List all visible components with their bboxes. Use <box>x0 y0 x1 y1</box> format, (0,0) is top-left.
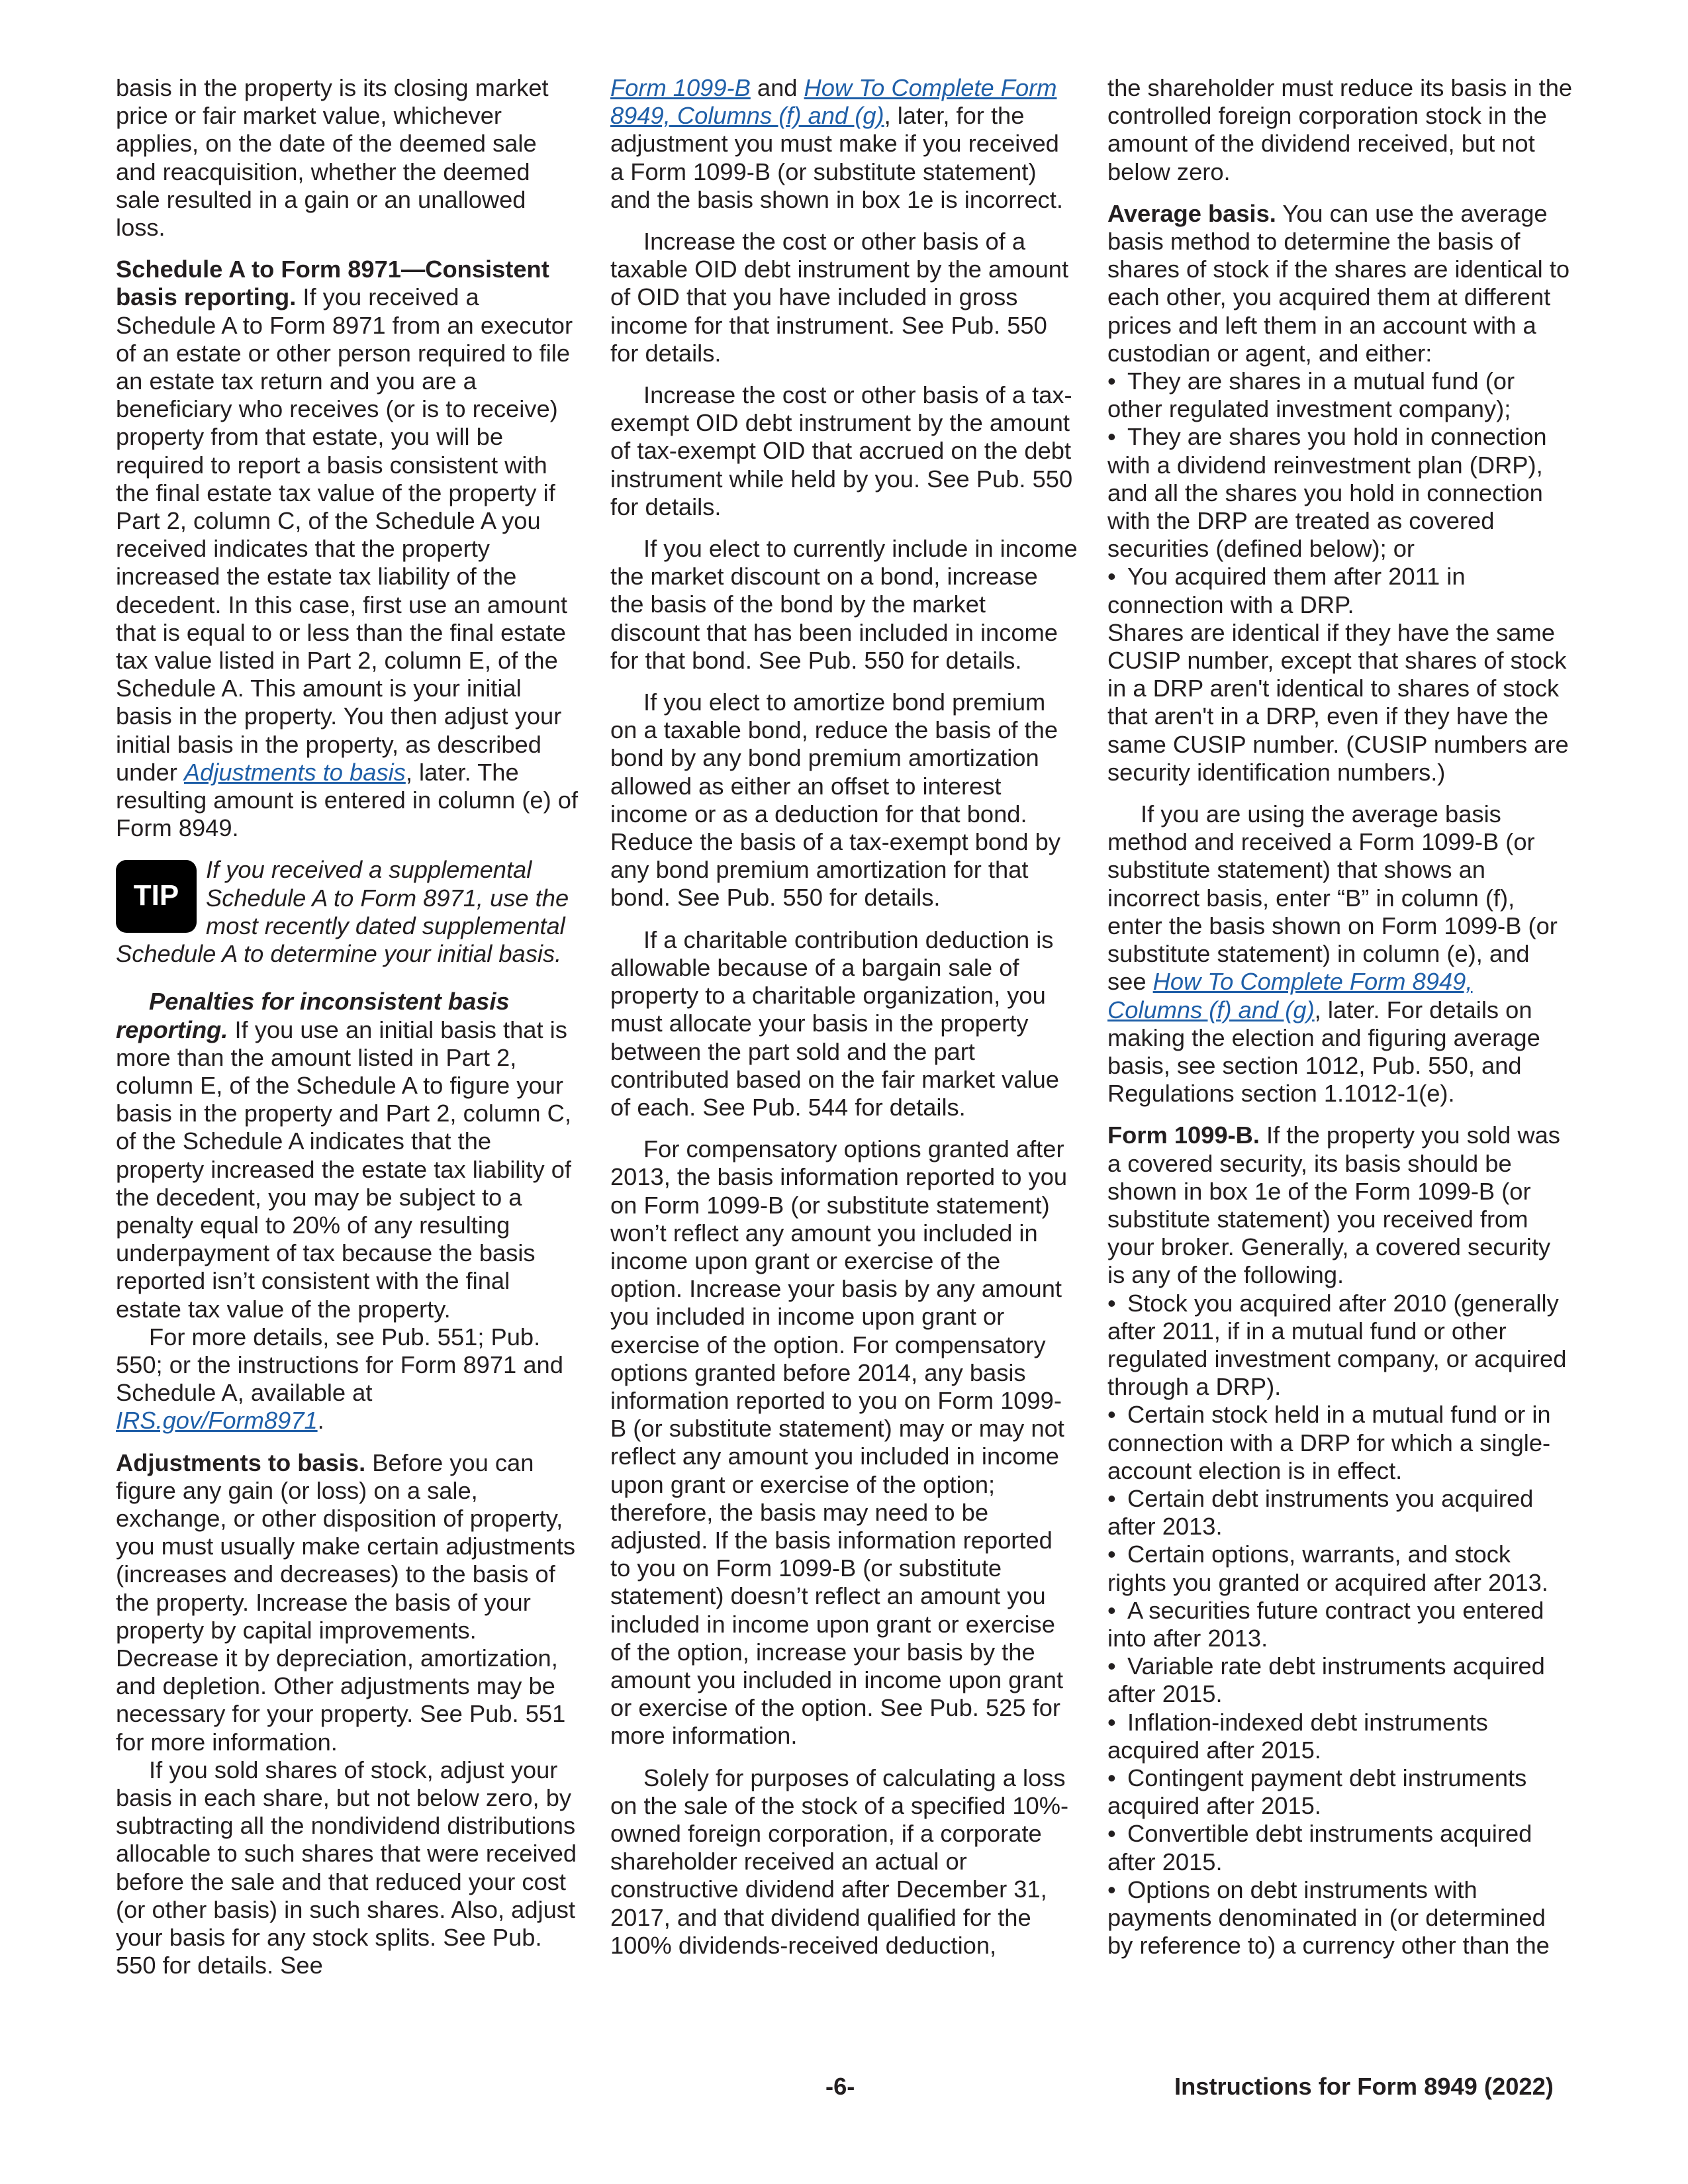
bullet-icon: • <box>1107 1652 1116 1680</box>
bullet-icon: • <box>1107 1541 1116 1568</box>
tip-box <box>116 856 579 968</box>
footer-title: Instructions for Form 8949 (2022) <box>1174 2073 1554 2100</box>
paragraph-more-details: For more details, see Pub. 551; Pub. 550; or the instructions for Form 8971 and Schedule A, available at IRS.gov/Form8971. <box>116 1323 563 1435</box>
bullet-icon: • <box>1107 1596 1116 1624</box>
paragraph-shareholder: the shareholder must reduce its basis in the controlled foreign corporation stock in the amount of the dividend received, but not below zero. <box>1107 74 1573 185</box>
link-form-1099b[interactable]: Form 1099-B <box>610 74 751 101</box>
paragraph-bond-premium: If you elect to amortize bond premium on a taxable bond, reduce the basis of the bond by any bond premium amortization allowed as either an offset to interest income or as a deduction for that bond. Reduce the basis of a tax-exempt bond by any bond premium amortization for that bond. See Pub. 550 for details. <box>610 688 1060 912</box>
list-item: • Certain debt instruments you acquired after 2013. <box>1107 1484 1534 1541</box>
heading-penalties: Penalties for inconsistent basis reporting. <box>116 988 510 1043</box>
paragraph-average-basis: Average basis. You can use the average basis method to determine the basis of shares of stock if the shares are identical to each other, you acquired them at different prices and left them in an account with a custodian or agent, and either: <box>1107 199 1570 367</box>
list-item: • Stock you acquired after 2010 (generally after 2011, if in a mutual fund or other regulated investment company, or acquired through a DRP). <box>1107 1289 1567 1401</box>
list-item: • They are shares you hold in connection with a dividend reinvestment plan (DRP), and all the shares you hold in connection with the DRP are treated as covered securities (defined below); or <box>1107 423 1547 563</box>
list-item: • Certain stock held in a mutual fund or in connection with a DRP for which a single-account election is in effect. <box>1107 1401 1551 1484</box>
column-3 <box>1107 74 1573 1960</box>
link-how-to-complete-2[interactable]: How To Complete Form 8949, Columns (f) and (g) <box>1107 968 1473 1023</box>
page-number: -6- <box>825 2073 855 2100</box>
paragraph-compensatory-options: For compensatory options granted after 2013, the basis information reported to you on Form 1099-B (or substitute statement) won’t reflect any amount you included in income upon grant or exercise of the option. Increase your basis by any amount you included in income upon grant or exercise of the option. For compensatory options granted before 2014, any basis information reported to you on Form 1099-B (or substitute statement) may or may not reflect any amount you included in income upon grant or exercise of the option; therefore, the basis may need to be adjusted. If the basis information reported to you on Form 1099-B (or substitute statement) doesn’t reflect an amount you included in income upon grant or exercise of the option, increase your basis by the amount you included in income upon grant or exercise of the option. See Pub. 525 for more information. <box>610 1135 1068 1750</box>
tip-icon: TIP <box>116 860 197 933</box>
heading-average-basis: Average basis. <box>1107 199 1276 227</box>
bullet-icon: • <box>1107 1708 1116 1736</box>
list-item: • Certain options, warrants, and stock rights you granted or acquired after 2013. <box>1107 1541 1548 1596</box>
bullet-icon: • <box>1107 1484 1116 1512</box>
paragraph-taxable-oid: Increase the cost or other basis of a taxable OID debt instrument by the amount of OID that you have included in gross income for that instrument. See Pub. 550 for details. <box>610 228 1069 367</box>
bullet-icon: • <box>1107 423 1116 451</box>
link-adjustments-to-basis[interactable]: Adjustments to basis <box>183 758 406 786</box>
heading-adjustments: Adjustments to basis. <box>116 1448 366 1476</box>
paragraph-form-1099b: Form 1099-B. If the property you sold was a covered security, its basis should be shown in box 1e of the Form 1099-B (or substitute statement) you received from your broker. Generally, a covered security is any of the following. <box>1107 1121 1560 1289</box>
tip-text: If you received a supplemental Schedule A to Form 8971, use the most recently dated supplemental Schedule A to determine your initial basis. <box>116 856 569 968</box>
paragraph-charitable: If a charitable contribution deduction is allowable because of a bargain sale of property to a charitable organization, you must allocate your basis in the property between the part sold and the part contributed based on the fair market value of each. See Pub. 544 for details. <box>610 926 1059 1121</box>
list-item: • Convertible debt instruments acquired after 2015. <box>1107 1820 1532 1875</box>
bullet-icon: • <box>1107 1875 1116 1903</box>
bullet-icon: • <box>1107 1820 1116 1848</box>
heading-schedule-a: Schedule A to Form 8971—Consistent basis reporting. <box>116 256 549 311</box>
paragraph-form1099b-ref: Form 1099-B and How To Complete Form 8949, Columns (f) and (g), later, for the adjustment you must make if you received a Form 1099-B (or substitute statement) and the basis shown in box 1e is incorrect. <box>610 74 1063 213</box>
bullet-icon: • <box>1107 367 1116 395</box>
list-item: • A securities future contract you entered into after 2013. <box>1107 1596 1544 1652</box>
paragraph-foreign-corporation: Solely for purposes of calculating a loss on the sale of the stock of a specified 10%-owned foreign corporation, if a corporate shareholder received an actual or constructive dividend after December 31, 2017, and that dividend qualified for the 100% dividends-received deduction, <box>610 1764 1069 1959</box>
paragraph-deemed-sale: basis in the property is its closing market price or fair market value, whichever applies, on the date of the deemed sale and reacquisition, whether the deemed sale resulted in a gain or an unallowed loss. <box>116 74 549 242</box>
list-item: • Options on debt instruments with payments denominated in (or determined by reference to) a currency other than the <box>1107 1875 1550 1960</box>
bullet-icon: • <box>1107 1764 1116 1791</box>
paragraph-tax-exempt-oid: Increase the cost or other basis of a tax-exempt OID debt instrument by the amount of tax-exempt OID that accrued on the debt instrument while held by you. See Pub. 550 for details. <box>610 381 1073 520</box>
paragraph-using-average: If you are using the average basis method and received a Form 1099-B (or substitute statement) that shows an incorrect basis, enter “B” in column (f), enter the basis shown on Form 1099-B (or substitute statement) in column (e), and see How To Complete Form 8949, Columns (f) and (g), later. For details on making the election and figuring average basis, see section 1012, Pub. 550, and Regulations section 1.1012-1(e). <box>1107 800 1558 1108</box>
bullet-icon: • <box>1107 1289 1116 1317</box>
paragraph-schedule-a: Schedule A to Form 8971—Consistent basis reporting. If you received a Schedule A to Form 8971 from an executor of an estate or other person required to file an estate tax return and you are a beneficiary who receives (or is to receive) property from that estate, you will be required to report a basis consistent with the final estate tax value of the property if Part 2, column C, of the Schedule A you received indicates that the property increased the estate tax liability of the decedent. In this case, first use an amount that is equal to or less than the final estate tax value listed in Part 2, column E, of the Schedule A. This amount is your initial basis in the property. You then adjust your initial basis in the property, as described under Adjustments to basis, later. The resulting amount is entered in column (e) of Form 8949. <box>116 256 579 842</box>
paragraph-penalties: Penalties for inconsistent basis reporting. If you use an initial basis that is more than the amount listed in Part 2, column E, of the Schedule A to figure your basis in the property and Part 2, column C, of the Schedule A indicates that the property increased the estate tax liability of the decedent, you may be subject to a penalty equal to 20% of any resulting underpayment of tax because the basis reported isn’t consistent with the final estate tax value of the property. <box>116 988 571 1323</box>
column-1 <box>116 74 579 1993</box>
link-how-to-complete[interactable]: How To Complete Form 8949, Columns (f) and (g) <box>610 74 1057 130</box>
bullet-icon: • <box>1107 563 1116 591</box>
paragraph-identical: Shares are identical if they have the same CUSIP number, except that shares of stock in a DRP aren't identical to shares of stock that aren't in a DRP, even if they have the same CUSIP number. (CUSIP numbers are security identification numbers.) <box>1107 618 1569 786</box>
column-2 <box>610 74 1078 1973</box>
list-item: • You acquired them after 2011 in connection with a DRP. <box>1107 563 1466 618</box>
list-item: • Contingent payment debt instruments acquired after 2015. <box>1107 1764 1527 1820</box>
paragraph-adjustments: Adjustments to basis. Before you can figure any gain (or loss) on a sale, exchange, or other disposition of property, you must usually make certain adjustments (increases and decreases) to the basis of the property. Increase the basis of your property by capital improvements. Decrease it by depreciation, amortization, and depletion. Other adjustments may be necessary for your property. See Pub. 551 for more information. <box>116 1448 575 1756</box>
bullet-icon: • <box>1107 1401 1116 1429</box>
link-irs-form8971[interactable]: IRS.gov/Form8971 <box>116 1407 318 1435</box>
paragraph-shares: If you sold shares of stock, adjust your basis in each share, but not below zero, by subtracting all the nondividend distributions allocable to such shares that were received before the sale and that reduced your cost (or other basis) in such shares. Also, adjust your basis for any stock splits. See Pub. 550 for details. See <box>116 1756 577 1979</box>
list-item: • Variable rate debt instruments acquired after 2015. <box>1107 1652 1545 1708</box>
list-item: • They are shares in a mutual fund (or other regulated investment company); <box>1107 367 1515 423</box>
list-item: • Inflation-indexed debt instruments acquired after 2015. <box>1107 1708 1488 1764</box>
heading-form-1099b: Form 1099-B. <box>1107 1121 1260 1149</box>
paragraph-market-discount: If you elect to currently include in income the market discount on a bond, increase the basis of the bond by the market discount that has been included in income for that bond. See Pub. 550 for details. <box>610 535 1078 674</box>
